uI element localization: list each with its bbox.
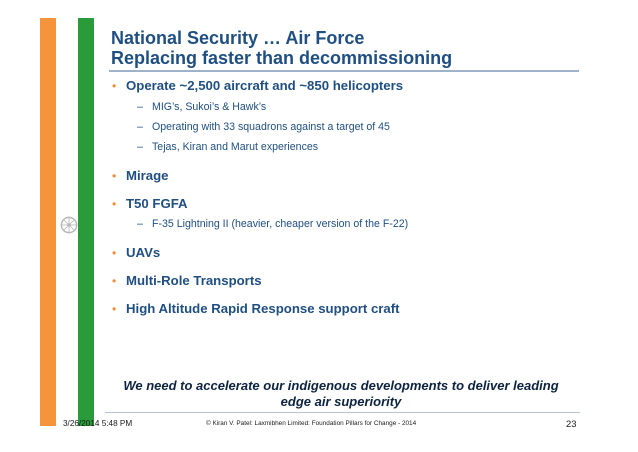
sub-bullet-text: F-35 Lightning II (heavier, cheaper version of the F-22) — [152, 218, 409, 230]
sub-bullet-dash-icon: – — [137, 121, 143, 133]
bullet-text: UAVs — [126, 245, 161, 260]
bullet-dot-icon: • — [112, 79, 117, 93]
footer-date: 3/26/2014 5:48 PM — [63, 419, 133, 428]
bullet-item — [112, 245, 592, 261]
bullet-dot-icon: • — [112, 274, 117, 288]
bullet-list — [112, 78, 592, 317]
closing-statement — [106, 378, 576, 410]
bullet-text: T50 FGFA — [126, 196, 188, 211]
title-line-2: Replacing faster than decommissioning — [111, 48, 453, 68]
sub-bullet-dash-icon: – — [137, 101, 143, 113]
sub-bullet-dash-icon: – — [137, 218, 143, 230]
title-line-1: National Security … Air Force — [111, 28, 365, 48]
sub-bullet-item — [112, 218, 592, 231]
bullet-item — [112, 78, 592, 94]
bullet-item — [112, 168, 592, 184]
title-divider — [109, 70, 579, 72]
bullet-item — [112, 196, 592, 212]
sub-bullet-text: MIG’s, Sukoi’s & Hawk’s — [152, 101, 267, 113]
footer-copyright: © Kiran V. Patel: Laxmibhen Limited: Foundation Pillars for Change - 2014 — [206, 420, 417, 427]
bullet-item — [112, 301, 592, 317]
sub-bullet-dash-icon: – — [137, 141, 143, 153]
flag-stripe-saffron — [40, 18, 56, 426]
ashoka-chakra-icon — [60, 216, 78, 234]
bullet-text: Multi-Role Transports — [126, 273, 262, 288]
footer-divider — [105, 412, 580, 413]
bullet-dot-icon: • — [112, 302, 117, 316]
sub-bullet-item — [112, 101, 592, 114]
sub-bullet-text: Operating with 33 squadrons against a target of 45 — [152, 121, 390, 133]
bullet-dot-icon: • — [112, 246, 117, 260]
closing-line-1: We need to accelerate our indigenous developments to deliver leading — [123, 378, 559, 393]
closing-line-2: edge air superiority — [280, 394, 402, 409]
sub-bullet-text: Tejas, Kiran and Marut experiences — [152, 141, 319, 153]
bullet-text: Operate ~2,500 aircraft and ~850 helicopters — [126, 78, 404, 93]
bullet-text: Mirage — [126, 168, 169, 183]
bullet-text: High Altitude Rapid Response support craft — [126, 301, 400, 316]
sub-bullet-item — [112, 141, 592, 154]
bullet-dot-icon: • — [112, 197, 117, 211]
sub-bullet-item — [112, 121, 592, 134]
flag-stripe-green — [78, 18, 94, 426]
page-number: 23 — [566, 418, 577, 429]
bullet-item — [112, 273, 592, 289]
bullet-dot-icon: • — [112, 169, 117, 183]
slide-title — [111, 28, 452, 68]
